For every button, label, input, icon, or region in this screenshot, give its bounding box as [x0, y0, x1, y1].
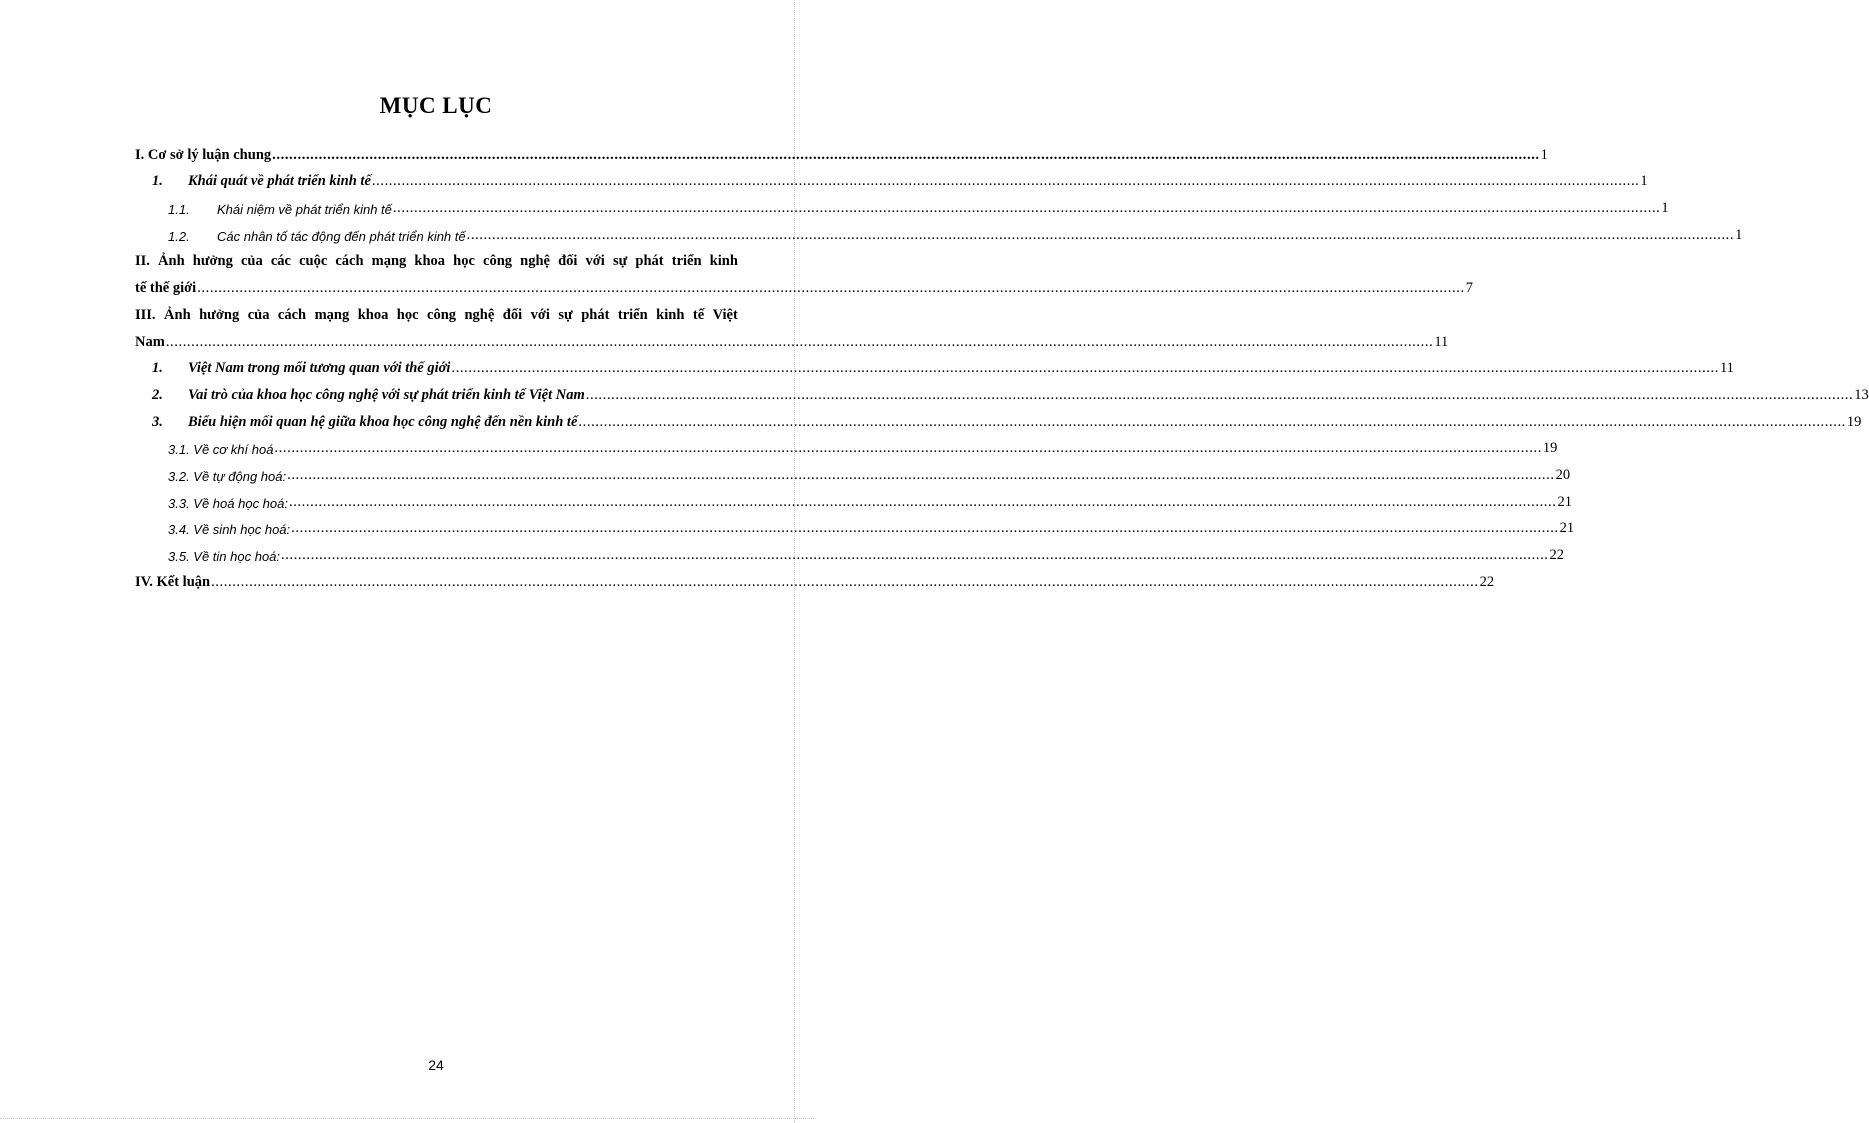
dot-leader: ............................................................................................................................................................................................................................................................................................................ [272, 146, 1540, 163]
toc-entry-word: khoa [357, 306, 389, 323]
toc-entry-page: 7 [1465, 280, 1473, 297]
toc-entry-text: Khái quát về phát triển kinh tế [188, 173, 371, 190]
toc-entry-page: 19 [1542, 440, 1558, 457]
toc-entry-section-3-2[interactable] [135, 377, 1869, 404]
toc-entry-section-3-1[interactable] [135, 351, 1734, 378]
toc-entry-section-3-3-1[interactable] [135, 431, 1558, 458]
toc-entry-word: của [247, 306, 270, 323]
toc-entry-page: 1 [1661, 200, 1669, 217]
toc-entry-text: Vai trò của khoa học công nghệ với sự phát triển kinh tế Việt Nam [188, 386, 585, 403]
toc-entry-section-1-1-2[interactable] [135, 217, 1743, 244]
toc-entry-text: Việt Nam trong mối tương quan với thế giới [188, 360, 451, 377]
dot-leader: ............................................................................................................................................................................................................................................................................................................ [288, 493, 1557, 510]
toc-entry-word: cuộc [299, 253, 328, 270]
page-title: MỤC LỤC [379, 93, 493, 118]
toc-entry-page: 20 [1555, 466, 1571, 483]
toc-entry-page: 13 [1854, 386, 1869, 403]
dot-leader: ............................................................................................................................................................................................................................................................................................................ [451, 360, 1719, 377]
toc-entry-word: kinh [656, 306, 685, 323]
toc-entry-section-1[interactable] [135, 137, 1548, 164]
toc-entry-label [135, 414, 577, 431]
toc-entry-word: hưởng [199, 306, 240, 323]
toc-entry-page: 22 [1479, 573, 1495, 590]
toc-entry-word: khoa [414, 253, 446, 270]
toc-entry-word: tế [692, 306, 705, 323]
toc-entry-label: 3.5. Về tin học hoá: [168, 549, 281, 564]
toc-entry-word: học [396, 306, 419, 323]
dot-leader: ............................................................................................................................................................................................................................................................................................................ [578, 413, 1846, 430]
toc-entry-label: 3.4. Về sinh học hoá: [168, 522, 291, 538]
dot-leader: ............................................................................................................................................................................................................................................................................................................ [281, 547, 1549, 563]
toc-entry-word: triển [617, 306, 648, 323]
toc-entry-word: nghệ [464, 306, 495, 323]
toc-entry-text: Các nhân tố tác động đến phát triển kinh tế [217, 228, 466, 244]
toc-entry-section-3-line-2[interactable] [135, 324, 1449, 351]
toc-entry-section-2-line-1[interactable] [135, 244, 738, 271]
table-of-contents [135, 137, 1869, 591]
toc-entry-label-continuation: Nam [135, 333, 165, 350]
toc-entry-label: IV. Kết luận [135, 573, 211, 590]
toc-entry-word: học [453, 253, 475, 270]
toc-entry-label [135, 173, 371, 190]
toc-entry-word: cách [335, 253, 364, 270]
dot-leader: ............................................................................................................................................................................................................................................................................................................ [585, 386, 1854, 403]
toc-entry-text: Biểu hiện mối quan hệ giữa khoa học công nghệ đến nền kinh tế [188, 413, 578, 430]
toc-entry-word: cách [277, 306, 307, 323]
toc-entry-word: II. [135, 253, 150, 270]
toc-entry-label: 3.3. Về hoá học hoá: [168, 495, 288, 511]
toc-entry-page: 22 [1549, 547, 1565, 563]
toc-entry-word: mạng [371, 253, 407, 270]
toc-entry-word: công [427, 306, 457, 323]
toc-entry-section-4[interactable] [135, 564, 1495, 591]
toc-entry-word: hưởng [192, 253, 233, 270]
toc-entry-word: kinh [709, 253, 738, 270]
toc-entry-section-1-1-1[interactable] [135, 190, 1669, 218]
dot-leader: ............................................................................................................................................................................................................................................................................................................ [291, 520, 1559, 537]
toc-entry-section-2-line-2[interactable] [135, 270, 1473, 297]
dot-leader: ............................................................................................................................................................................................................................................................................................................ [466, 226, 1735, 243]
toc-entry-label: 3.1. Về cơ khí hoá [168, 442, 274, 458]
page-number: 24 [428, 1057, 444, 1073]
toc-entry-number: 1. [152, 360, 163, 377]
toc-entry-label [135, 229, 466, 244]
dot-leader: ............................................................................................................................................................................................................................................................................................................ [371, 173, 1640, 190]
toc-entry-label-continuation: tế thế giới [135, 280, 197, 297]
toc-entry-page: 1 [1640, 173, 1648, 190]
toc-entry-section-3-3-4[interactable] [135, 511, 1575, 538]
toc-entry-word: các [270, 253, 291, 270]
toc-entry-page: 1 [1735, 226, 1743, 243]
toc-entry-word: Việt [712, 306, 738, 323]
toc-entry-number: 2. [152, 386, 163, 403]
toc-entry-number: 1. [152, 173, 163, 190]
toc-entry-number: 1.2. [168, 228, 190, 244]
toc-entry-label [135, 202, 392, 217]
toc-entry-word: công [483, 253, 513, 270]
toc-entry-text: Khái niệm về phát triển kinh tế [217, 202, 392, 218]
toc-entry-label [135, 360, 450, 377]
toc-entry-word: với [585, 253, 605, 270]
toc-entry-page: 1 [1540, 146, 1548, 163]
dot-leader: ............................................................................................................................................................................................................................................................................................................ [165, 333, 1434, 350]
toc-entry-word: Ảnh [158, 253, 185, 270]
toc-entry-page: 21 [1559, 520, 1575, 537]
toc-entry-section-1-1[interactable] [135, 164, 1648, 191]
toc-entry-section-3-3[interactable] [135, 404, 1862, 431]
dot-leader: ............................................................................................................................................................................................................................................................................................................ [392, 200, 1661, 217]
toc-entry-word: phát [635, 253, 664, 270]
dot-leader: ............................................................................................................................................................................................................................................................................................................ [197, 280, 1465, 297]
toc-entry-page: 21 [1557, 493, 1572, 510]
toc-entry-section-3-3-2[interactable] [135, 457, 1571, 484]
dot-leader: ............................................................................................................................................................................................................................................................................................................ [287, 466, 1555, 483]
toc-entry-label: 3.2. Về tự động hoá: [168, 468, 287, 484]
page-edge-bottom [0, 1118, 816, 1119]
toc-entry-page: 19 [1846, 413, 1862, 430]
toc-entry-page: 11 [1719, 360, 1734, 377]
toc-entry-section-3-3-5[interactable] [135, 537, 1565, 564]
toc-entry-word: đối [502, 306, 523, 323]
toc-entry-word: với [530, 306, 550, 323]
toc-entry-word: của [240, 253, 263, 270]
dot-leader: ............................................................................................................................................................................................................................................................................................................ [274, 440, 1542, 457]
toc-entry-word: III. [135, 306, 156, 323]
toc-entry-section-3-line-1[interactable] [135, 297, 738, 324]
toc-entry-label [135, 387, 585, 404]
dot-leader: ............................................................................................................................................................................................................................................................................................................ [211, 573, 1479, 590]
toc-entry-page: 11 [1434, 333, 1449, 350]
toc-entry-word: phát [581, 306, 610, 323]
toc-entry-word: sự [612, 253, 628, 270]
toc-entry-word: nghệ [520, 253, 550, 270]
toc-entry-word: sự [558, 306, 573, 323]
toc-entry-number: 1.1. [168, 202, 190, 218]
toc-entry-word: mạng [314, 306, 350, 323]
toc-entry-word: triển [671, 253, 702, 270]
toc-entry-number: 3. [152, 413, 163, 430]
toc-entry-label: I. Cơ sở lý luận chung [135, 146, 272, 163]
toc-entry-section-3-3-3[interactable] [135, 484, 1572, 511]
toc-entry-word: Ảnh [164, 306, 191, 323]
toc-entry-word: đối [558, 253, 578, 270]
